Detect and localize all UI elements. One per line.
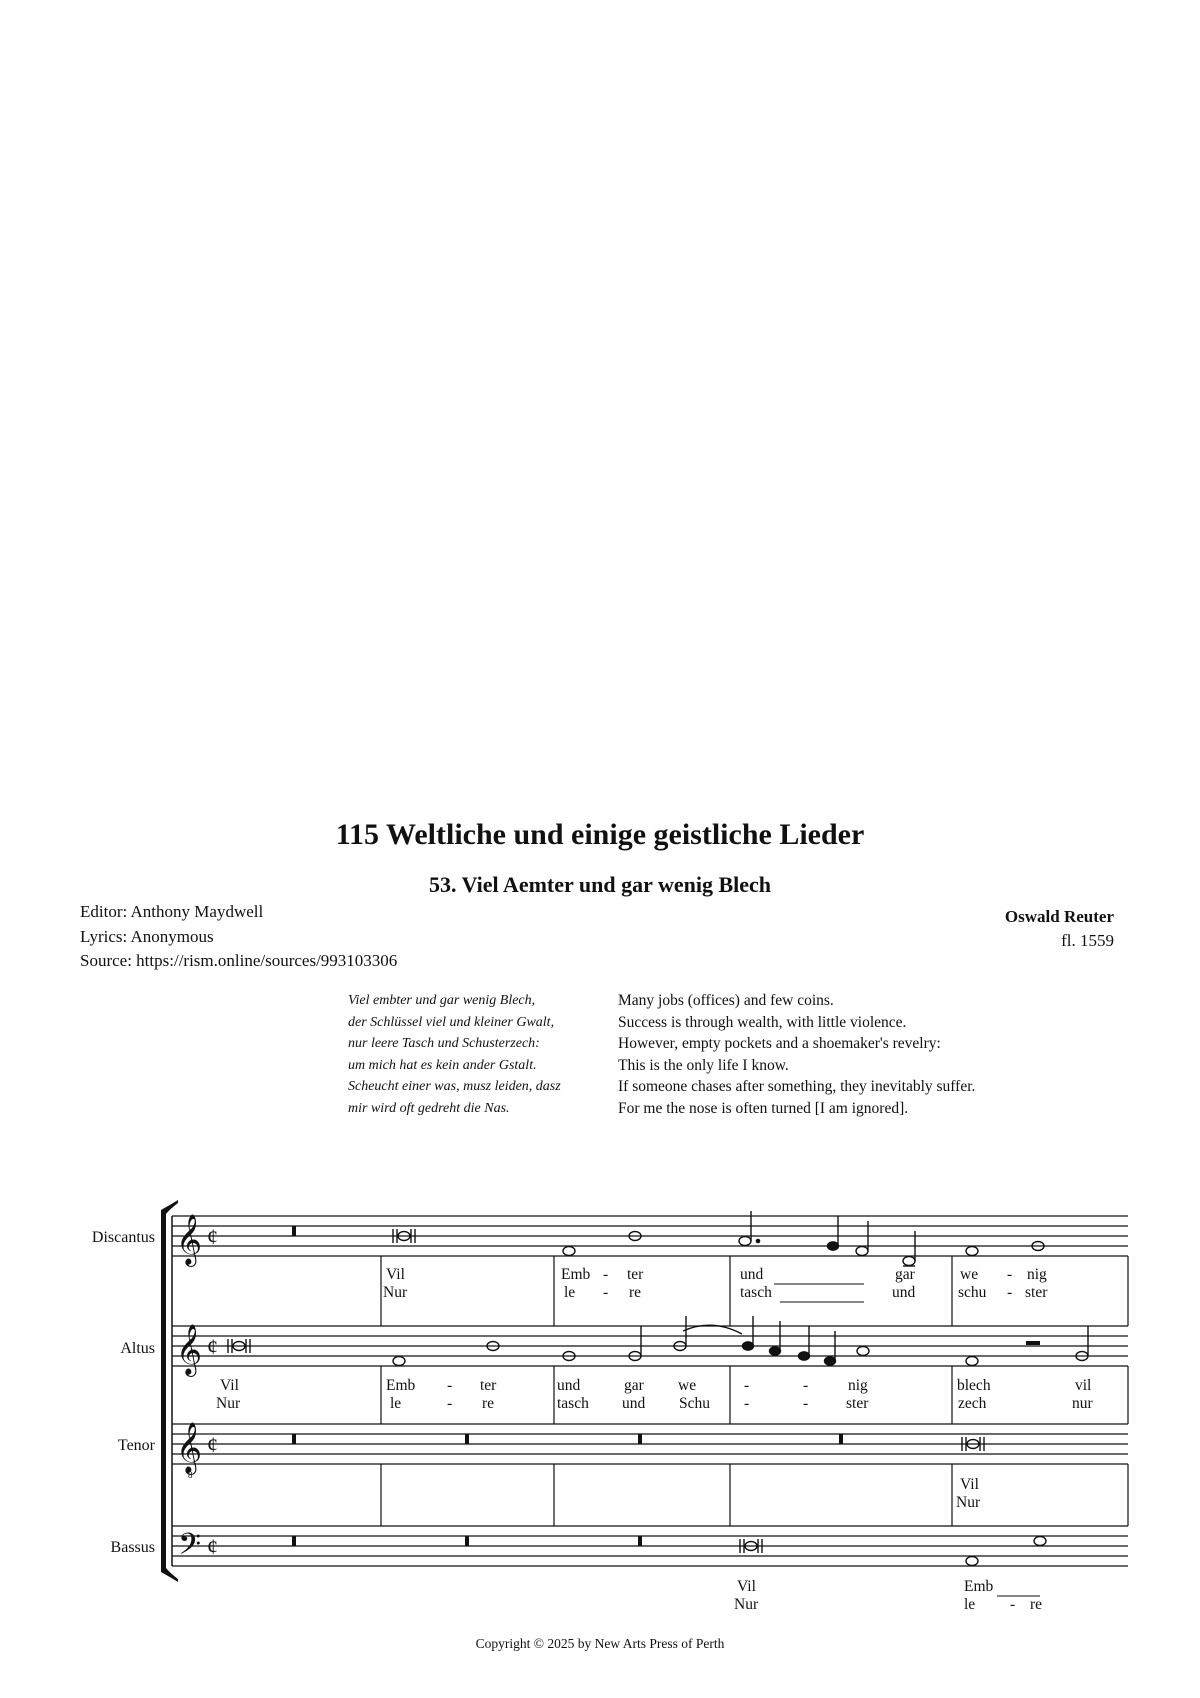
lyric-syllable: Emb <box>561 1266 591 1283</box>
lyric-syllable: ster <box>1025 1284 1048 1301</box>
lyric-syllable: Vil <box>220 1377 239 1394</box>
lyric-hyphen: - <box>603 1284 609 1301</box>
lyric-syllable: blech <box>957 1377 991 1394</box>
poem-english-line: This is the only life I know. <box>618 1056 789 1074</box>
collection-title: 115 Weltliche und einige geistliche Lieder <box>335 818 865 851</box>
lyric-syllable: tasch <box>740 1284 772 1301</box>
bass-clef-icon: 𝄢 <box>178 1528 202 1568</box>
editor-credit: Editor: Anthony Maydwell <box>80 902 264 921</box>
staff-altus <box>172 1326 1128 1366</box>
lyric-syllable: Nur <box>216 1395 241 1412</box>
lyric-syllable: Emb <box>964 1578 994 1595</box>
cut-time-icon: ¢ <box>207 1334 218 1359</box>
lyric-syllable: Nur <box>956 1494 981 1511</box>
lyric-syllable: vil <box>1075 1377 1092 1394</box>
source-credit: Source: https://rism.online/sources/993103306 <box>80 951 398 970</box>
poem-english-line: Many jobs (offices) and few coins. <box>618 992 834 1009</box>
lyric-syllable: re <box>1030 1596 1043 1613</box>
lyric-syllable: schu <box>958 1284 987 1301</box>
lyric-syllable: zech <box>958 1395 987 1412</box>
poem-german-line: um mich hat es kein ander Gstalt. <box>348 1057 537 1073</box>
whole-note <box>966 1357 978 1366</box>
voice-name-discantus: Discantus <box>91 1229 155 1246</box>
quarter-note <box>828 1216 839 1250</box>
whole-note <box>966 1557 978 1566</box>
lyric-syllable: re <box>629 1284 642 1301</box>
whole-note <box>563 1247 575 1256</box>
cut-time-icon: ¢ <box>207 1432 218 1457</box>
lyric-extenders <box>774 1284 1040 1596</box>
lyric-syllable: Nur <box>383 1284 408 1301</box>
lyric-hyphen: - <box>803 1377 809 1394</box>
staff-discantus <box>172 1216 1128 1256</box>
lyric-syllable: gar <box>624 1377 644 1394</box>
poem-german-line: mir wird oft gedreht die Nas. <box>348 1100 510 1116</box>
lyric-syllable: le <box>964 1596 976 1613</box>
voice-name-bassus: Bassus <box>110 1539 155 1556</box>
staff-bassus <box>172 1526 1128 1566</box>
lyric-syllable: und <box>622 1395 646 1412</box>
poem-german-line: der Schlüssel viel und kleiner Gwalt, <box>348 1014 555 1030</box>
voice-name-tenor: Tenor <box>117 1437 155 1454</box>
lyric-syllable: Emb <box>386 1377 416 1394</box>
lyric-hyphen: - <box>447 1377 453 1394</box>
lyric-syllable: re <box>482 1395 495 1412</box>
cut-time-icon: ¢ <box>207 1224 218 1249</box>
lyric-hyphen: - <box>1007 1266 1013 1283</box>
lyrics-credit: Lyrics: Anonymous <box>80 926 214 946</box>
poem-english-line: If someone chases after something, they inevitably suffer. <box>618 1078 976 1095</box>
lyric-syllable: und <box>892 1284 916 1301</box>
lyric-syllable: Vil <box>960 1476 979 1493</box>
whole-note <box>393 1357 405 1366</box>
composer-name: Oswald Reuter <box>1004 907 1114 926</box>
treble-clef-icon: 𝄞 <box>176 1215 203 1264</box>
lyric-syllable: nig <box>848 1377 868 1394</box>
lyric-syllable: ter <box>480 1377 497 1394</box>
half-note <box>629 1326 641 1361</box>
lyric-syllable: nur <box>1072 1395 1093 1412</box>
composer-dates: fl. 1559 <box>1061 931 1114 950</box>
treble-clef-8-icon: 𝄞 <box>176 1423 203 1472</box>
quarter-note <box>799 1326 810 1360</box>
lyric-syllable: und <box>557 1377 581 1394</box>
lyric-syllable: und <box>740 1266 764 1283</box>
lyric-syllable: Vil <box>386 1266 405 1283</box>
lyric-syllable: we <box>960 1266 979 1283</box>
lyric-syllable: le <box>390 1395 402 1412</box>
lyric-syllable: Nur <box>734 1596 759 1613</box>
quarter-note <box>743 1316 754 1350</box>
lyric-syllable: ster <box>846 1395 869 1412</box>
lyric-syllable: ter <box>627 1266 644 1283</box>
whole-note <box>1034 1537 1046 1546</box>
lyric-hyphen: - <box>803 1395 809 1412</box>
lyric-syllable: Vil <box>737 1578 756 1595</box>
lyric-hyphen: - <box>744 1395 750 1412</box>
lyric-syllable: we <box>678 1377 697 1394</box>
lyric-syllable: Schu <box>679 1395 710 1412</box>
poem-english-line: For me the nose is often turned [I am ignored]. <box>618 1099 909 1117</box>
half-note <box>674 1316 686 1351</box>
lyric-syllable: gar <box>895 1266 915 1283</box>
poem-german-line: Scheucht einer was, musz leiden, dasz <box>348 1079 561 1094</box>
treble-clef-icon: 𝄞 <box>176 1325 203 1374</box>
lyric-hyphen: - <box>744 1377 750 1394</box>
lyric-hyphen: - <box>603 1266 609 1283</box>
poem-english-line: However, empty pockets and a shoemaker's revelry: <box>618 1035 941 1052</box>
piece-title: 53. Viel Aemter und gar wenig Blech <box>428 872 771 897</box>
poem-german-line: nur leere Tasch und Schusterzech: <box>348 1036 540 1051</box>
whole-note <box>857 1347 869 1356</box>
octave-marker: 8 <box>188 1470 193 1480</box>
lyric-syllable: nig <box>1027 1266 1047 1283</box>
half-note <box>1076 1326 1088 1361</box>
poem-english-line: Success is through wealth, with little violence. <box>618 1013 907 1031</box>
lyric-syllable: tasch <box>557 1395 589 1412</box>
lyric-hyphen: - <box>1007 1284 1013 1301</box>
whole-note <box>966 1247 978 1256</box>
poem-german-line: Viel embter und gar wenig Blech, <box>348 993 536 1008</box>
lyric-hyphen: - <box>447 1395 453 1412</box>
cut-time-icon: ¢ <box>207 1534 218 1559</box>
lyric-syllable: le <box>564 1284 576 1301</box>
copyright-notice: Copyright © 2025 by New Arts Press of Perth <box>475 1636 725 1651</box>
voice-name-altus: Altus <box>120 1340 155 1357</box>
lyric-hyphen: - <box>1010 1596 1016 1613</box>
